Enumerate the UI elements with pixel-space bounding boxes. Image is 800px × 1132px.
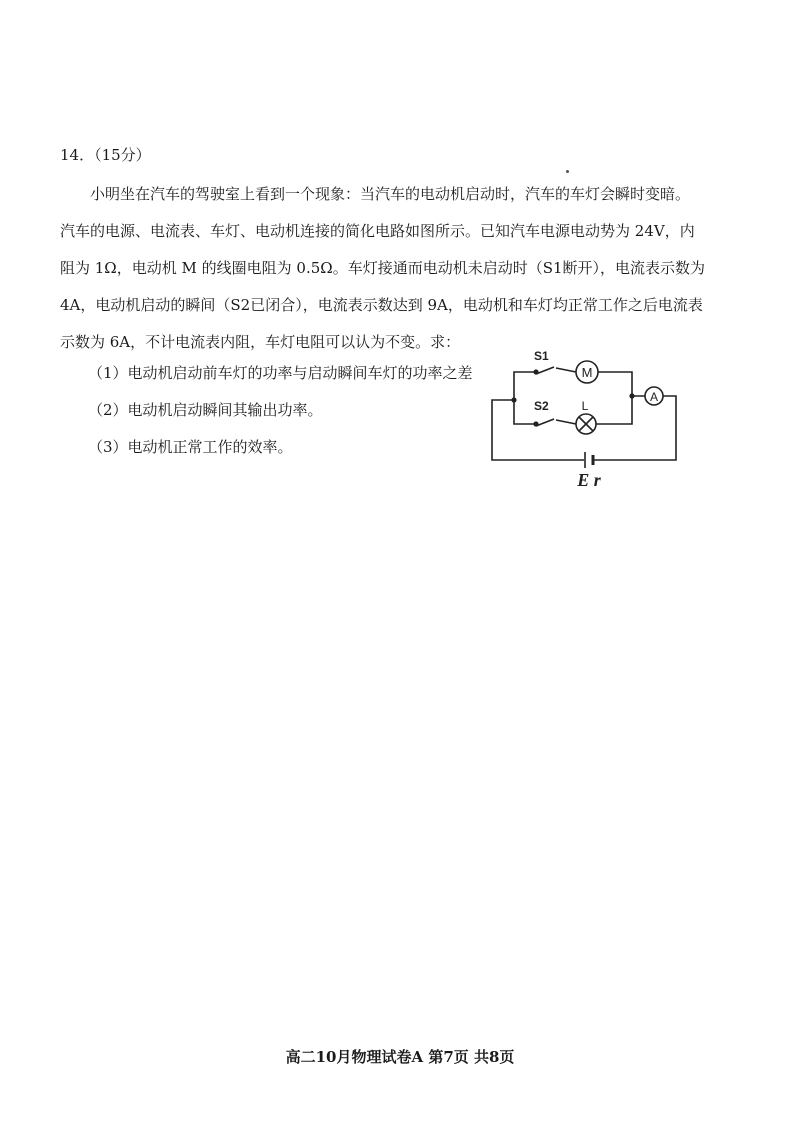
paragraph-line: 小明坐在汽车的驾驶室上看到一个现象：当汽车的电动机启动时，汽车的车灯会瞬时变暗。 xyxy=(90,185,691,203)
right-wire xyxy=(594,396,676,460)
paragraph-line: 4A，电动机启动的瞬间（S2已闭合），电流表示数达到 9A，电动机和车灯均正常工作之后电流表 xyxy=(60,296,703,314)
paragraph-line: 示数为 6A，不计电流表内阻，车灯电阻可以认为不变。求： xyxy=(60,333,461,351)
paragraph-line: 汽车的电源、电流表、车灯、电动机连接的简化电路如图所示。已知汽车电源电动势为 24V，内 xyxy=(60,222,695,240)
paragraph-line: 阻为 1Ω，电动机 M 的线圈电阻为 0.5Ω。车灯接通而电动机未启动时（S1断开），电流表示数为 xyxy=(60,259,706,277)
question-paragraph xyxy=(60,176,732,361)
junction-dot xyxy=(629,393,634,398)
switch-s2-label: S2 xyxy=(534,399,549,413)
scan-speck xyxy=(566,170,569,173)
motor-label: M xyxy=(581,365,593,380)
circuit-diagram xyxy=(484,346,694,492)
junction-dot xyxy=(511,397,516,402)
switch-s1 xyxy=(534,367,554,374)
bottom-branch-wire xyxy=(514,400,536,424)
sub-question-3: （3）电动机正常工作的效率。 xyxy=(88,438,293,456)
question-number: 14．（15分） xyxy=(60,146,151,164)
switch-s1-label: S1 xyxy=(534,349,549,363)
switch-s2 xyxy=(534,419,554,426)
sub-question-2: （2）电动机启动瞬间其输出功率。 xyxy=(88,401,323,419)
lamp-symbol xyxy=(576,414,596,434)
ammeter-label: A xyxy=(649,390,659,404)
battery-label: E r xyxy=(577,470,601,490)
page-footer: 高二10月物理试卷A 第7页 共8页 xyxy=(285,1048,515,1066)
top-branch-wire xyxy=(514,372,536,400)
lamp-label: L xyxy=(581,399,589,413)
sub-question-1: （1）电动机启动前车灯的功率与启动瞬间车灯的功率之差 xyxy=(88,364,473,382)
battery-symbol xyxy=(585,452,593,468)
